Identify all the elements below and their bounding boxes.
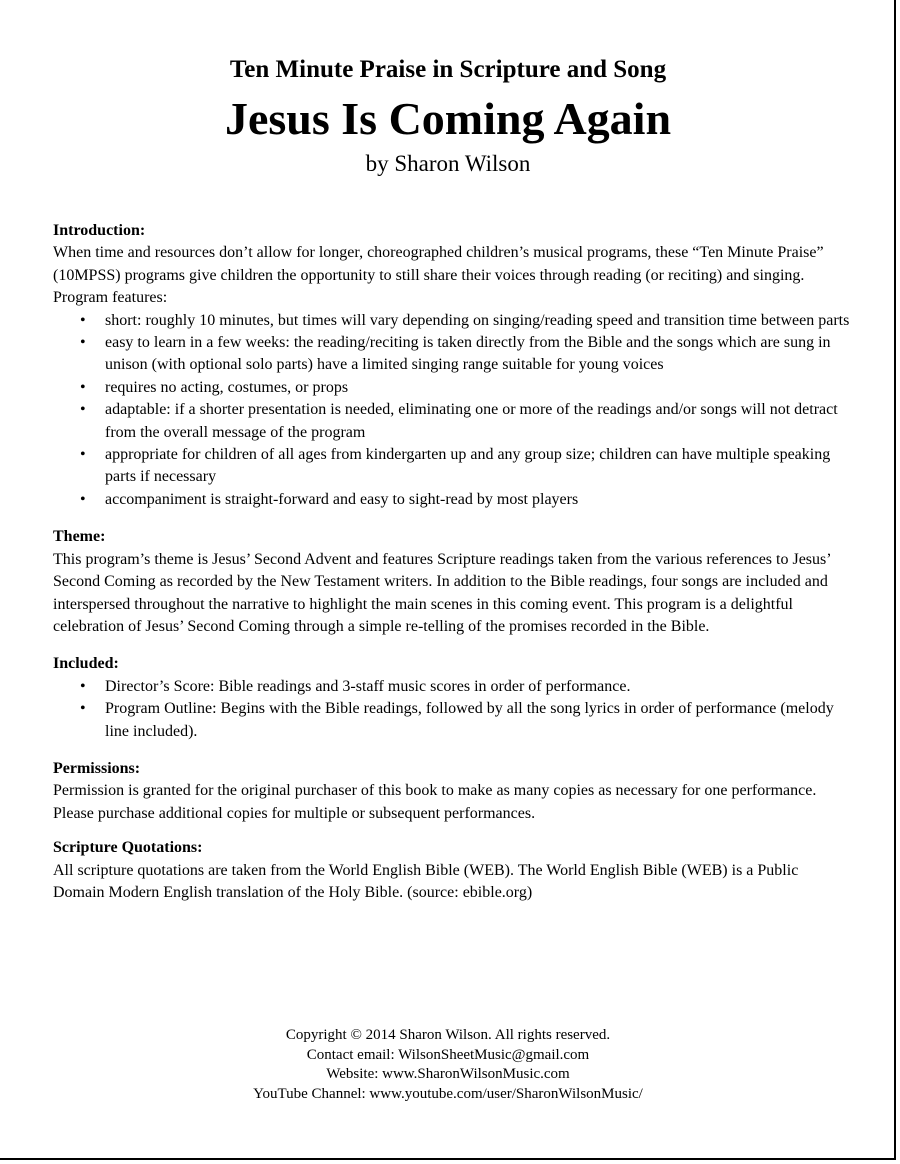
contact-email: Contact email: WilsonSheetMusic@gmail.com <box>306 1046 590 1063</box>
list-item: • accompaniment is straight-forward and easy to sight-read by most players <box>53 489 853 511</box>
scripture-text: All scripture quotations are taken from the World English Bible (WEB). The World English Bible (WEB) is a Public Domain Modern English translation of the Holy Bible. (source: ebible.org) <box>53 861 799 901</box>
page-title: Jesus Is Coming Again <box>224 93 672 144</box>
bullet-icon: • <box>80 378 86 396</box>
list-item: • Program Outline: Begins with the Bible readings, followed by all the song lyrics in order of performance (melody line included). <box>80 700 834 740</box>
feature-list <box>53 310 853 512</box>
list-item: • appropriate for children of all ages from kindergarten up and any group size; children can have multiple speaking parts if necessary <box>80 446 831 486</box>
scripture-section <box>53 837 853 904</box>
bullet-icon: • <box>80 446 86 464</box>
theme-text: This program’s theme is Jesus’ Second Advent and features Scripture readings taken from the various references to Jesus’ Second Coming as recorded by the New Testament writers. In addition to the Bible readings, four songs are included and interspersed throughout the narrative to highlight the main scenes in this coming event. This program is a delightful celebration of Jesus’ Second Coming through a simple re-telling of the promises recorded in the Bible. <box>53 550 831 635</box>
permissions-heading: Permissions: <box>53 759 141 777</box>
footer <box>0 1026 896 1104</box>
permissions-text: Permission is granted for the original purchaser of this book to make as many copies as necessary for one performance. Please purchase additional copies for multiple or subsequent performances. <box>53 782 817 822</box>
introduction-heading: Introduction: <box>53 222 146 239</box>
bullet-icon: • <box>80 401 86 419</box>
list-item: • easy to learn in a few weeks: the reading/reciting is taken directly from the Bible and the songs which are sung in unison (with optional solo parts) have a limited singing range suitable for young voices <box>80 334 831 374</box>
included-heading: Included: <box>53 655 119 673</box>
included-section <box>53 653 853 743</box>
list-item: • Director’s Score: Bible readings and 3-staff music scores in order of performance. <box>53 676 853 698</box>
list-item: • requires no acting, costumes, or props <box>53 377 853 399</box>
website-line: Website: www.SharonWilsonMusic.com <box>326 1066 570 1083</box>
introduction-text: When time and resources don’t allow for longer, choreographed children’s musical programs, these “Ten Minute Praise” (10MPSS) programs give children the opportunity to still share their voices through reading (or reciting) and singing. Program features: <box>53 244 824 307</box>
bullet-icon: • <box>80 334 86 352</box>
theme-section <box>53 526 853 638</box>
bullet-icon: • <box>80 677 86 695</box>
youtube-line: YouTube Channel: www.youtube.com/user/SharonWilsonMusic/ <box>253 1085 643 1102</box>
document-body <box>53 220 853 904</box>
bullet-icon: • <box>80 490 86 508</box>
theme-heading: Theme: <box>53 528 106 546</box>
copyright-line: Copyright © 2014 Sharon Wilson. All rights reserved. <box>285 1027 611 1043</box>
list-item: • adaptable: if a shorter presentation is needed, eliminating one or more of the readings and/or songs will not detract from the overall message of the program <box>80 401 838 441</box>
bullet-icon: • <box>80 311 86 329</box>
bullet-icon: • <box>80 700 86 718</box>
introduction-section <box>53 220 853 511</box>
series-title: Ten Minute Praise in Scripture and Song <box>229 56 667 83</box>
permissions-section <box>53 758 853 825</box>
author-byline: by Sharon Wilson <box>365 151 531 176</box>
included-list <box>53 676 853 743</box>
list-item: • short: roughly 10 minutes, but times will vary depending on singing/reading speed and transition time between parts <box>53 310 853 332</box>
scripture-heading: Scripture Quotations: <box>53 839 203 857</box>
